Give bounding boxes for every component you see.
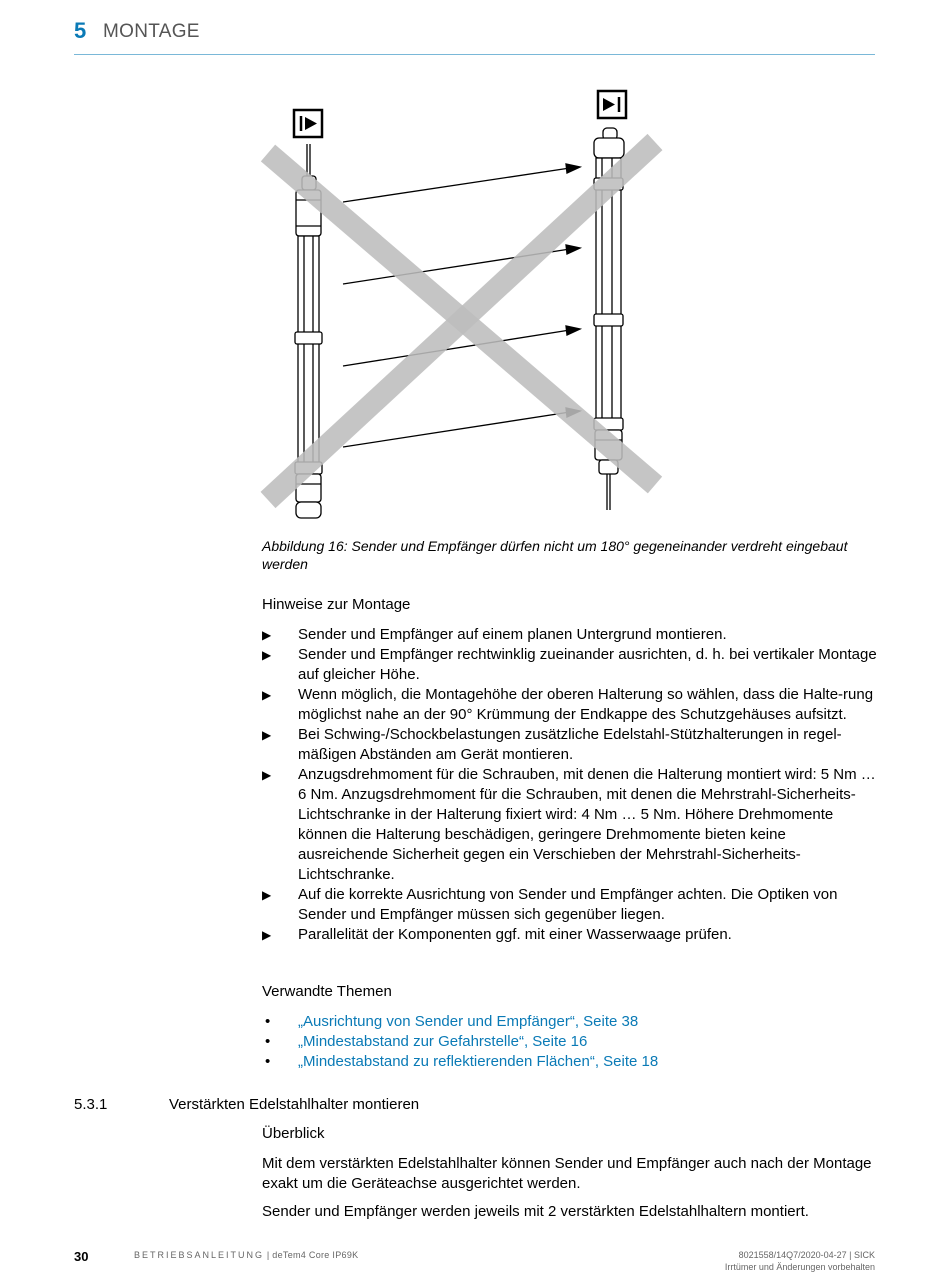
figure-caption: Abbildung 16: Sender und Empfänger dürfen nicht um 180° gegeneinander verdreht eingebaut werden bbox=[262, 538, 848, 572]
bullet-arrow-icon: ▶ bbox=[262, 888, 272, 902]
list-item: ▶ Sender und Empfänger auf einem planen Untergrund montieren. bbox=[262, 626, 727, 643]
related-topics-heading: Verwandte Themen bbox=[262, 983, 392, 1000]
bullet-arrow-icon: ▶ bbox=[262, 688, 272, 702]
bullet-dot-icon: • bbox=[265, 1013, 271, 1030]
overview-heading: Überblick bbox=[262, 1125, 325, 1142]
related-link[interactable]: • „Ausrichtung von Sender und Empfänger“, Seite 38 bbox=[265, 1013, 639, 1030]
mounting-notes-list bbox=[262, 625, 877, 945]
bullet-arrow-icon: ▶ bbox=[262, 628, 272, 642]
page-header bbox=[74, 16, 875, 55]
section-number: 5.3.1 bbox=[74, 1096, 108, 1113]
footer-disclaimer: Irrtümer und Änderungen vorbehalten bbox=[724, 1262, 875, 1272]
list-item: ▶ Anzugsdrehmoment für die Schrauben, mit denen die Halterung montiert wird: 5 Nm … 6 Nm. Anzugsdrehmoment für die Schrauben, mit denen die Mehrstrahl-Sicherheits-Lichtschranke in der Halterung fixiert wird: 4 Nm … 5 Nm. Höhere Drehmomente können die Halterung beschädigen, geringere Drehmomente bieten keine ausreichende Sicherheit gegen ein Verschieben der Mehrstrahl-Sicherheits-Lichtschranke. bbox=[262, 766, 876, 883]
related-link[interactable]: • „Mindestabstand zur Gefahrstelle“, Seite 16 bbox=[265, 1033, 588, 1050]
list-item: ▶ Parallelität der Komponenten ggf. mit einer Wasserwaage prüfen. bbox=[262, 926, 732, 943]
chapter-title: MONTAGE bbox=[103, 21, 200, 42]
bullet-dot-icon: • bbox=[265, 1033, 271, 1050]
related-topics-list bbox=[262, 1012, 877, 1072]
footer-doc-id: 8021558/14Q7/2020-04-27 | SICK bbox=[738, 1250, 875, 1260]
mounting-figure bbox=[250, 80, 680, 525]
bullet-dot-icon: • bbox=[265, 1053, 271, 1070]
footer-doc-type: BETRIEBSANLEITUNG bbox=[134, 1250, 265, 1260]
sender-symbol-icon bbox=[294, 110, 322, 137]
footer-document-info bbox=[134, 1250, 358, 1260]
chapter-number: 5 bbox=[74, 18, 87, 43]
receiver-symbol-icon bbox=[598, 91, 626, 118]
section-title: Verstärkten Edelstahlhalter montieren bbox=[169, 1096, 420, 1113]
bullet-arrow-icon: ▶ bbox=[262, 648, 272, 662]
notes-heading: Hinweise zur Montage bbox=[262, 596, 411, 613]
footer-right bbox=[725, 1249, 875, 1273]
mounting-paragraph: Sender und Empfänger werden jeweils mit 2 verstärkten Edelstahlhaltern montiert. bbox=[262, 1203, 809, 1220]
list-item: ▶ Auf die korrekte Ausrichtung von Sender und Empfänger achten. Die Optiken von Sender und Empfänger müssen sich gegenüber liegen. bbox=[262, 886, 838, 923]
related-link[interactable]: • „Mindestabstand zu reflektierenden Flächen“, Seite 18 bbox=[265, 1053, 659, 1070]
footer-product: deTem4 Core IP69K bbox=[272, 1250, 359, 1260]
overview-paragraph: Mit dem verstärkten Edelstahlhalter können Sender und Empfänger auch nach der Montage exakt um die Geräteachse ausgerichtet werden. bbox=[262, 1155, 872, 1192]
list-item: ▶ Bei Schwing-/Schockbelastungen zusätzliche Edelstahl-Stützhalterungen in regel-mäßigen Abständen am Gerät montieren. bbox=[262, 726, 842, 763]
list-item: ▶ Sender und Empfänger rechtwinklig zueinander ausrichten, d. h. bei vertikaler Montage auf gleicher Höhe. bbox=[262, 646, 877, 683]
bullet-arrow-icon: ▶ bbox=[262, 728, 272, 742]
bullet-arrow-icon: ▶ bbox=[262, 928, 272, 942]
bullet-arrow-icon: ▶ bbox=[262, 768, 272, 782]
footer-separator: | bbox=[264, 1250, 273, 1260]
page-number: 30 bbox=[74, 1249, 89, 1264]
list-item: ▶ Wenn möglich, die Montagehöhe der oberen Halterung so wählen, dass die Halte-rung möglichst nahe an der 90° Krümmung der Endkappe des Schutzgehäuses aufsitzt. bbox=[262, 686, 874, 723]
